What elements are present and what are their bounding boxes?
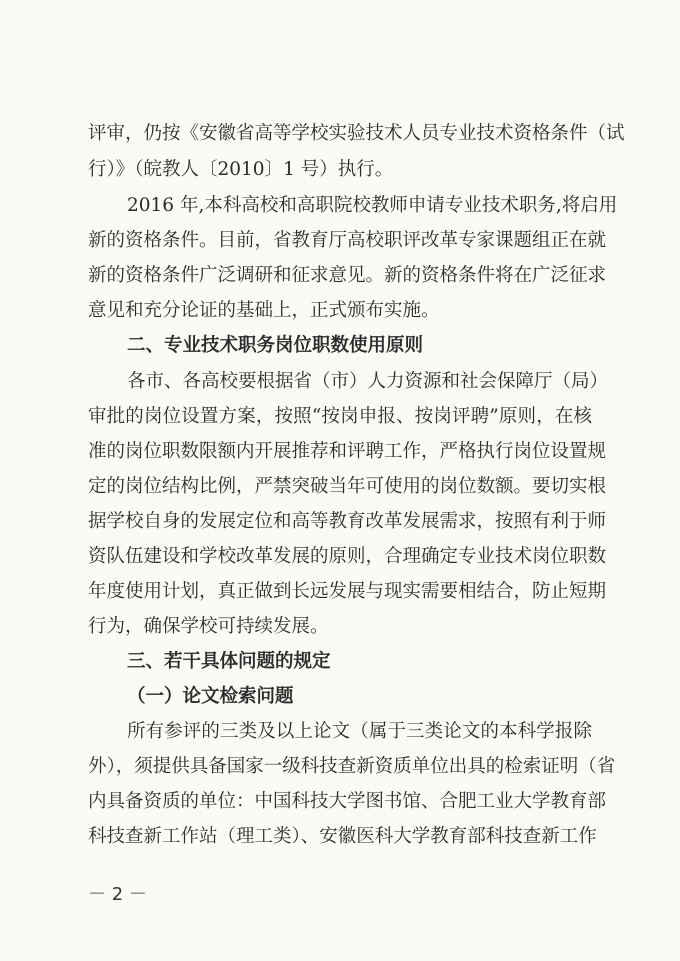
paragraph-2-line-4: 意见和充分论证的基础上，正式颁布实施。 bbox=[88, 300, 440, 321]
section-3-line-2: 外），须提供具备国家一级科技查新资质单位出具的检索证明（省 bbox=[88, 756, 616, 777]
section-3-line-1: 所有参评的三类及以上论文（属于三类论文的本科学报除 bbox=[127, 721, 592, 742]
section-2-heading: 二、专业技术职务岗位职数使用原则 bbox=[127, 335, 424, 356]
section-2-line-8: 行为，确保学校可持续发展。 bbox=[88, 616, 329, 637]
section-3-line-3: 内具备资质的单位：中国科技大学图书馆、合肥工业大学教育部 bbox=[88, 791, 607, 812]
section-2-line-3: 准的岗位职数限额内开展推荐和评聘工作，严格执行岗位设置规 bbox=[88, 441, 607, 462]
section-2-line-4: 定的岗位结构比例，严禁突破当年可使用的岗位数额。要切实根 bbox=[88, 476, 607, 497]
section-2-line-7: 年度使用计划，真正做到长远发展与现实需要相结合，防止短期 bbox=[88, 581, 607, 602]
section-3-heading: 三、若干具体问题的规定 bbox=[127, 651, 331, 672]
section-2-line-5: 据学校自身的发展定位和高等教育改革发展需求，按照有利于师 bbox=[88, 511, 607, 532]
section-3-subheading: （一）论文检索问题 bbox=[127, 686, 294, 707]
paragraph-1-line-2: 行）》（皖教人〔2010〕1 号）执行。 bbox=[88, 159, 394, 180]
paragraph-2-line-2: 新的资格条件。目前，省教育厅高校职评改革专家课题组正在就 bbox=[88, 230, 607, 251]
page-number: － 2 － bbox=[88, 884, 147, 905]
paragraph-2-line-1: 2016 年,本科高校和高职院校教师申请专业技术职务,将启用 bbox=[127, 195, 618, 216]
section-2-line-1: 各市、各高校要根据省（市）人力资源和社会保障厅（局） bbox=[127, 371, 609, 392]
section-3-line-4: 科技查新工作站（理工类）、安徽医科大学教育部科技查新工作 bbox=[88, 826, 597, 847]
section-2-line-6: 资队伍建设和学校改革发展的原则，合理确定专业技术岗位职数 bbox=[88, 546, 607, 567]
paragraph-2-line-3: 新的资格条件广泛调研和征求意见。新的资格条件将在广泛征求 bbox=[88, 265, 607, 286]
section-2-line-2: 审批的岗位设置方案，按照“按岗申报、按岗评聘”原则，在核 bbox=[88, 406, 592, 427]
paragraph-1-line-1: 评审，仍按《安徽省高等学校实验技术人员专业技术资格条件（试 bbox=[88, 123, 625, 144]
